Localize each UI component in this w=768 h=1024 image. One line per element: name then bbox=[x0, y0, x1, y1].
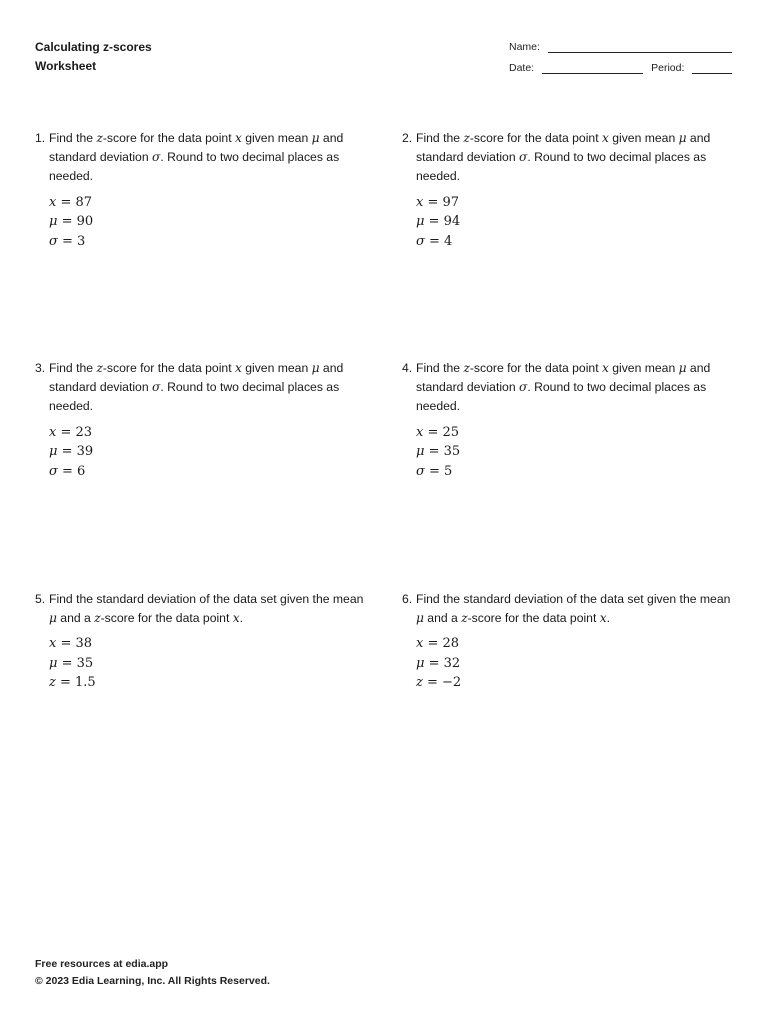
equals-sign: = bbox=[56, 636, 76, 652]
math-symbol: μ bbox=[416, 611, 424, 626]
given-variable: μ bbox=[49, 444, 58, 460]
given-variable: x bbox=[49, 424, 57, 440]
problem-4 bbox=[402, 359, 732, 481]
given-value-row bbox=[49, 462, 365, 482]
problem-number: 3. bbox=[35, 361, 46, 375]
given-variable: σ bbox=[416, 463, 425, 479]
given-value-row bbox=[416, 654, 732, 674]
math-symbol: x bbox=[599, 611, 607, 626]
math-symbol: z bbox=[463, 131, 470, 145]
equals-sign: = bbox=[57, 655, 77, 671]
equals-sign: = bbox=[422, 675, 443, 691]
problem-2 bbox=[402, 129, 732, 251]
math-symbol: μ bbox=[49, 611, 57, 626]
footer-resources: Free resources at edia.app bbox=[35, 958, 169, 970]
problem-text bbox=[416, 590, 732, 628]
math-symbol: x bbox=[601, 131, 609, 145]
given-variable: μ bbox=[49, 655, 58, 671]
given-variable: σ bbox=[49, 463, 58, 479]
given-variable: μ bbox=[49, 214, 58, 230]
math-symbol: z bbox=[96, 131, 103, 145]
text-fragment: given mean bbox=[241, 361, 312, 375]
math-symbol: x bbox=[234, 361, 242, 375]
problem-text bbox=[49, 359, 365, 417]
name-field[interactable] bbox=[509, 41, 732, 53]
given-variable: σ bbox=[416, 233, 425, 249]
given-number: 87 bbox=[75, 194, 93, 210]
math-symbol: μ bbox=[678, 131, 687, 145]
equals-sign: = bbox=[424, 463, 445, 479]
date-period-field bbox=[509, 62, 732, 74]
problem-stem bbox=[402, 359, 732, 417]
equals-sign: = bbox=[57, 463, 78, 479]
equals-sign: = bbox=[424, 214, 444, 230]
problem-number: 6. bbox=[402, 592, 413, 606]
given-number: 32 bbox=[443, 655, 461, 671]
worksheet-title bbox=[35, 38, 152, 76]
given-value-row bbox=[416, 634, 732, 654]
given-number: 5 bbox=[444, 463, 453, 479]
given-variable: x bbox=[416, 194, 424, 210]
given-value-row bbox=[49, 423, 365, 443]
math-symbol: μ bbox=[311, 361, 320, 375]
given-value-row bbox=[416, 232, 732, 252]
text-fragment: . Round to two decimal places as needed. bbox=[416, 380, 707, 414]
given-values bbox=[416, 634, 732, 693]
text-fragment: -score for the data point bbox=[469, 361, 602, 375]
text-fragment: -score for the data point bbox=[467, 611, 600, 626]
problem-number: 2. bbox=[402, 131, 413, 145]
math-symbol: z bbox=[463, 361, 470, 375]
text-fragment: given mean bbox=[241, 131, 312, 145]
math-symbol: σ bbox=[152, 380, 161, 395]
problem-text bbox=[416, 359, 732, 417]
math-symbol: μ bbox=[678, 361, 687, 375]
math-symbol: σ bbox=[519, 380, 528, 395]
given-variable: x bbox=[416, 636, 424, 652]
text-fragment: Find the bbox=[49, 361, 97, 375]
equals-sign: = bbox=[423, 636, 443, 652]
given-value-row bbox=[416, 673, 732, 693]
text-fragment: -score for the data point bbox=[102, 131, 235, 145]
name-label: Name: bbox=[509, 41, 540, 53]
equals-sign: = bbox=[424, 233, 445, 249]
given-number: −2 bbox=[442, 675, 462, 691]
given-variable: z bbox=[416, 675, 423, 691]
equals-sign: = bbox=[423, 194, 443, 210]
given-value-row bbox=[49, 673, 365, 693]
given-variable: x bbox=[49, 194, 57, 210]
name-blank-line[interactable] bbox=[548, 51, 732, 53]
text-fragment: . bbox=[239, 611, 243, 626]
problem-stem bbox=[35, 590, 365, 628]
text-fragment: Find the standard deviation of the data set given the mean bbox=[49, 592, 364, 606]
given-number: 6 bbox=[77, 463, 86, 479]
given-variable: μ bbox=[416, 444, 425, 460]
given-values bbox=[416, 193, 732, 252]
math-symbol: z bbox=[94, 611, 101, 626]
given-variable: μ bbox=[416, 214, 425, 230]
equals-sign: = bbox=[424, 655, 444, 671]
given-number: 4 bbox=[444, 233, 453, 249]
given-value-row bbox=[49, 212, 365, 232]
problem-text bbox=[49, 129, 365, 187]
given-variable: z bbox=[49, 675, 56, 691]
text-fragment: Find the bbox=[416, 131, 464, 145]
math-symbol: σ bbox=[152, 150, 161, 165]
given-value-row bbox=[49, 634, 365, 654]
text-fragment: and a bbox=[56, 611, 95, 626]
given-number: 38 bbox=[75, 636, 93, 652]
given-values bbox=[49, 423, 365, 482]
given-value-row bbox=[416, 442, 732, 462]
problem-stem bbox=[402, 129, 732, 187]
text-fragment: and standard deviation bbox=[416, 131, 711, 165]
math-symbol: x bbox=[601, 361, 609, 375]
given-number: 23 bbox=[75, 424, 93, 440]
text-fragment: . bbox=[606, 611, 610, 626]
given-values bbox=[49, 634, 365, 693]
date-label: Date: bbox=[509, 62, 535, 74]
given-value-row bbox=[49, 442, 365, 462]
title-line-2: Worksheet bbox=[35, 59, 97, 73]
given-number: 35 bbox=[443, 444, 461, 460]
text-fragment: and standard deviation bbox=[416, 361, 711, 395]
problem-5 bbox=[35, 590, 365, 693]
problem-stem bbox=[402, 590, 732, 628]
problem-number: 1. bbox=[35, 131, 46, 145]
given-variable: x bbox=[49, 636, 57, 652]
problem-1 bbox=[35, 129, 365, 251]
given-variable: x bbox=[416, 424, 424, 440]
given-number: 1.5 bbox=[75, 675, 96, 691]
text-fragment: . Round to two decimal places as needed. bbox=[49, 380, 340, 414]
given-number: 39 bbox=[76, 444, 94, 460]
equals-sign: = bbox=[57, 214, 77, 230]
given-number: 25 bbox=[442, 424, 460, 440]
text-fragment: -score for the data point bbox=[100, 611, 233, 626]
given-variable: μ bbox=[416, 655, 425, 671]
given-value-row bbox=[416, 423, 732, 443]
problem-3 bbox=[35, 359, 365, 481]
given-value-row bbox=[416, 212, 732, 232]
text-fragment: Find the standard deviation of the data set given the mean bbox=[416, 592, 731, 606]
math-symbol: σ bbox=[519, 150, 528, 165]
equals-sign: = bbox=[56, 424, 76, 440]
period-blank-line[interactable] bbox=[692, 72, 732, 74]
given-number: 94 bbox=[443, 214, 461, 230]
equals-sign: = bbox=[423, 424, 443, 440]
text-fragment: and standard deviation bbox=[49, 361, 344, 395]
text-fragment: . Round to two decimal places as needed. bbox=[49, 150, 340, 184]
equals-sign: = bbox=[57, 233, 78, 249]
given-value-row bbox=[49, 193, 365, 213]
text-fragment: . Round to two decimal places as needed. bbox=[416, 150, 707, 184]
math-symbol: x bbox=[232, 611, 240, 626]
footer bbox=[35, 956, 270, 990]
text-fragment: Find the bbox=[49, 131, 97, 145]
text-fragment: -score for the data point bbox=[102, 361, 235, 375]
given-number: 35 bbox=[76, 655, 94, 671]
equals-sign: = bbox=[55, 675, 76, 691]
problem-number: 5. bbox=[35, 592, 46, 606]
given-values bbox=[416, 423, 732, 482]
text-fragment: -score for the data point bbox=[469, 131, 602, 145]
problem-6 bbox=[402, 590, 732, 693]
problem-stem bbox=[35, 129, 365, 187]
period-label: Period: bbox=[651, 62, 685, 74]
equals-sign: = bbox=[424, 444, 444, 460]
given-number: 97 bbox=[442, 194, 460, 210]
given-variable: σ bbox=[49, 233, 58, 249]
text-fragment: and a bbox=[423, 611, 462, 626]
problem-text bbox=[49, 590, 365, 628]
equals-sign: = bbox=[56, 194, 76, 210]
math-symbol: x bbox=[234, 131, 242, 145]
given-value-row bbox=[49, 654, 365, 674]
given-number: 3 bbox=[77, 233, 86, 249]
given-value-row bbox=[416, 193, 732, 213]
title-line-1: Calculating z-scores bbox=[35, 40, 152, 54]
problem-text bbox=[416, 129, 732, 187]
text-fragment: given mean bbox=[608, 131, 679, 145]
text-fragment: given mean bbox=[608, 361, 679, 375]
equals-sign: = bbox=[57, 444, 77, 460]
text-fragment: and standard deviation bbox=[49, 131, 344, 165]
problem-number: 4. bbox=[402, 361, 413, 375]
date-blank-line[interactable] bbox=[542, 72, 643, 74]
text-fragment: Find the bbox=[416, 361, 464, 375]
given-number: 28 bbox=[442, 636, 460, 652]
given-values bbox=[49, 193, 365, 252]
given-number: 90 bbox=[76, 214, 94, 230]
footer-copyright: © 2023 Edia Learning, Inc. All Rights Reserved. bbox=[35, 975, 270, 987]
problem-stem bbox=[35, 359, 365, 417]
math-symbol: μ bbox=[311, 131, 320, 145]
given-value-row bbox=[416, 462, 732, 482]
given-value-row bbox=[49, 232, 365, 252]
math-symbol: z bbox=[461, 611, 468, 626]
math-symbol: z bbox=[96, 361, 103, 375]
